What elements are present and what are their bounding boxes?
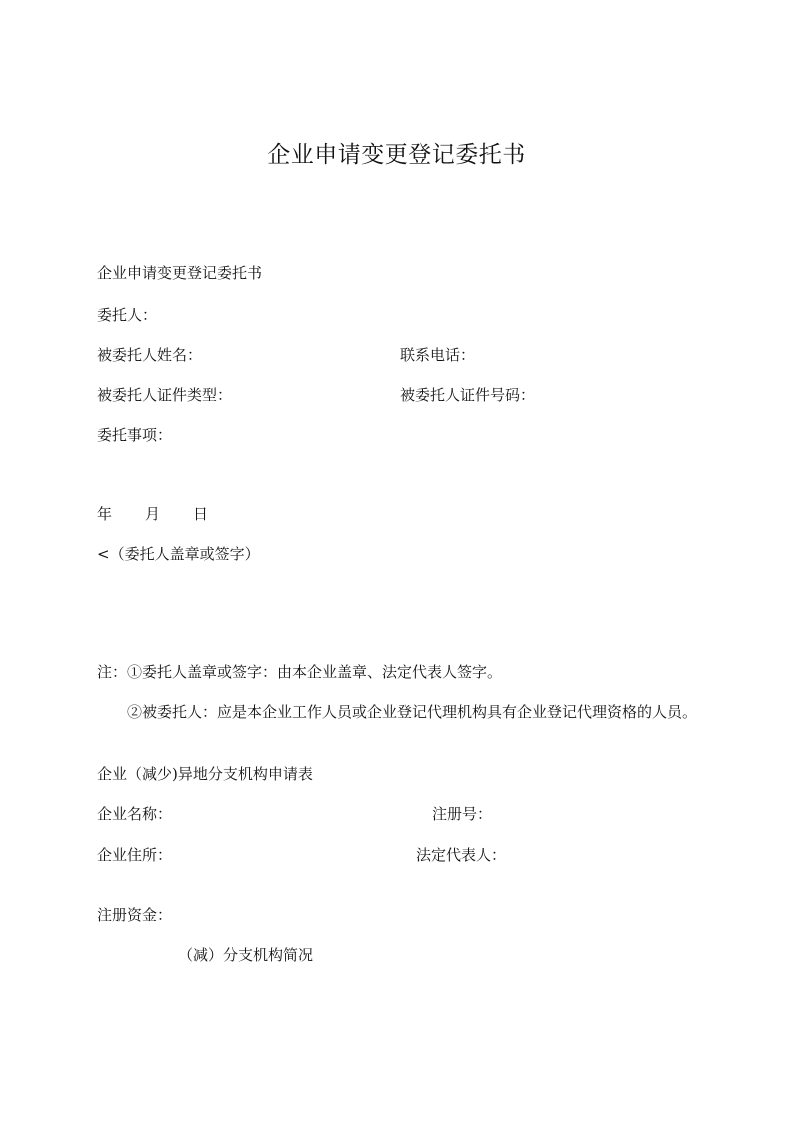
- date-year: 年: [97, 505, 113, 523]
- document-subtitle: 企业申请变更登记委托书: [97, 264, 263, 282]
- agent-name-label: 被委托人姓名：: [97, 346, 203, 364]
- company-name-label: 企业名称：: [97, 805, 173, 823]
- company-address-label: 企业住所：: [97, 846, 173, 864]
- registration-number-label: 注册号：: [432, 805, 493, 823]
- note-2: ②被委托人：应是本企业工作人员或企业登记代理机构具有企业登记代理资格的人员。: [127, 703, 698, 721]
- phone-label: 联系电话：: [400, 346, 476, 364]
- note-1: 注：①委托人盖章或签字：由本企业盖章、法定代表人签字。: [97, 663, 503, 681]
- form-title: 企业（减少)异地分支机构申请表: [97, 765, 313, 783]
- client-label: 委托人：: [97, 306, 158, 324]
- agent-id-number-label: 被委托人证件号码：: [400, 386, 536, 404]
- matters-label: 委托事项：: [97, 426, 173, 444]
- agent-id-type-label: 被委托人证件类型：: [97, 386, 233, 404]
- date-month: 月: [145, 505, 161, 523]
- seal-label: <（委托人盖章或签字）: [97, 545, 260, 563]
- registered-capital-label: 注册资金：: [97, 906, 173, 924]
- date-day: 日: [193, 505, 209, 523]
- branch-overview-heading: （减）分支机构简况: [178, 946, 314, 964]
- date-line: [97, 503, 208, 524]
- page-title: 企业申请变更登记委托书: [267, 142, 526, 168]
- legal-representative-label: 法定代表人：: [416, 846, 507, 864]
